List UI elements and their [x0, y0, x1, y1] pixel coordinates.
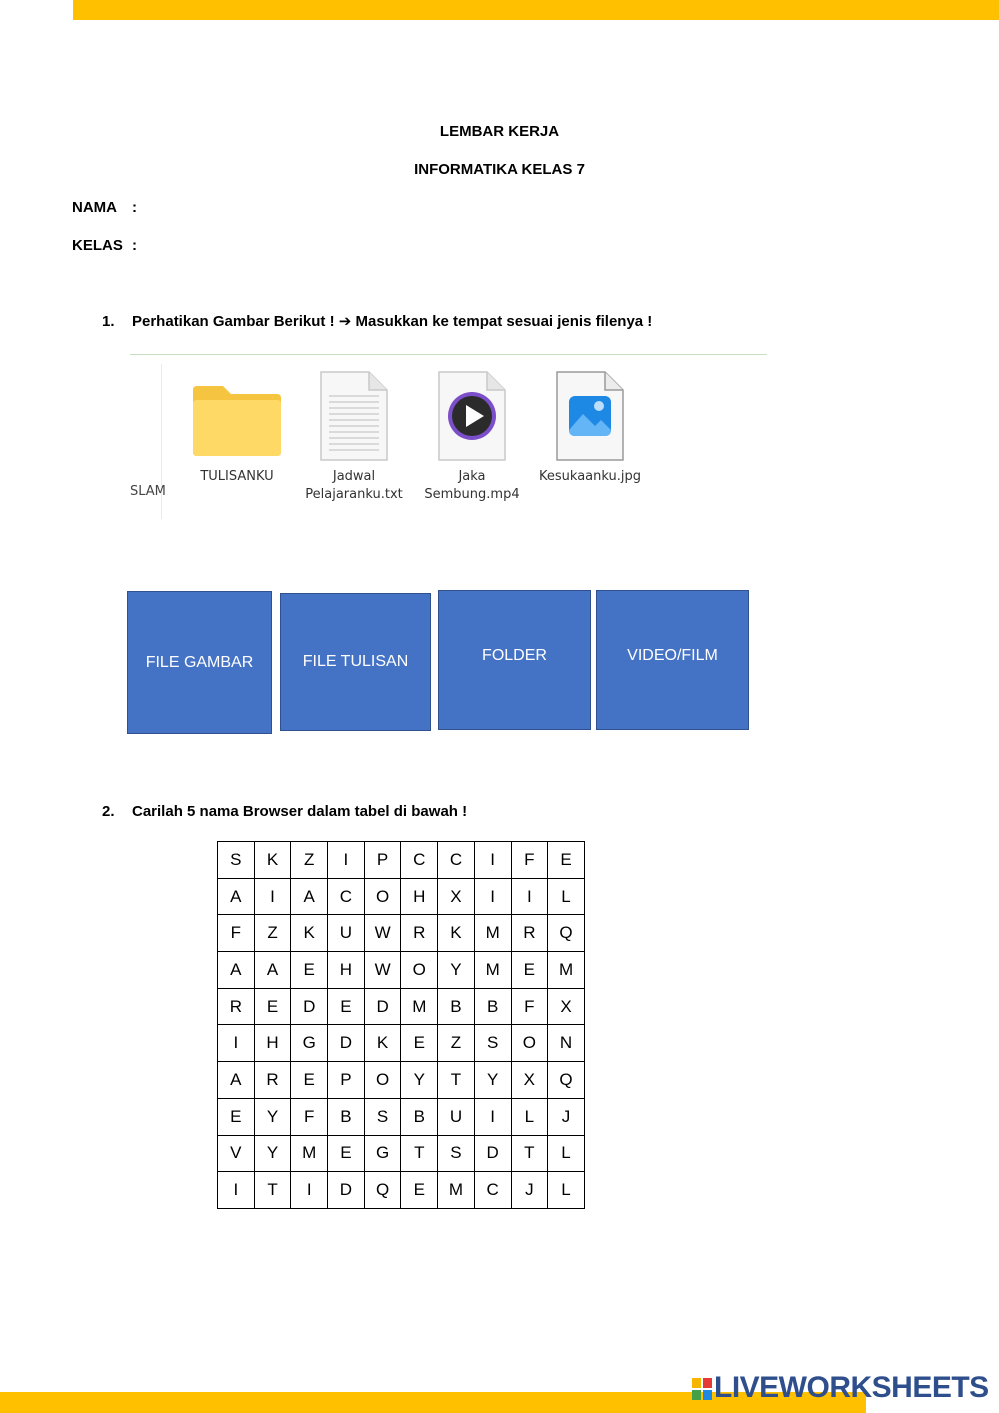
question-2 [102, 803, 467, 820]
class-label: KELAS [72, 237, 123, 254]
grid-cell[interactable]: Y [254, 1098, 291, 1135]
grid-cell[interactable]: J [548, 1098, 585, 1135]
arrow-right-icon: ➔ [338, 313, 352, 330]
worksheet-subtitle: INFORMATIKA KELAS 7 [414, 161, 585, 178]
grid-cell[interactable]: E [328, 1135, 365, 1172]
grid-cell[interactable]: S [438, 1135, 475, 1172]
grid-row [218, 842, 585, 879]
file-name-line-2: Pelajaranku.txt [305, 487, 403, 502]
logo-wordmark: LIVEWORKSHEETS [714, 1371, 989, 1404]
grid-cell[interactable]: O [364, 878, 401, 915]
grid-cell[interactable]: Y [401, 1062, 438, 1099]
grid-cell[interactable]: T [438, 1062, 475, 1099]
grid-cell[interactable]: I [474, 842, 511, 879]
grid-cell[interactable]: H [328, 952, 365, 989]
grid-cell[interactable]: Z [254, 915, 291, 952]
grid-cell[interactable]: N [548, 1025, 585, 1062]
grid-cell[interactable]: P [328, 1062, 365, 1099]
grid-cell[interactable]: C [328, 878, 365, 915]
grid-cell[interactable]: M [438, 1172, 475, 1209]
name-colon: : [132, 199, 137, 216]
grid-cell[interactable]: I [474, 1098, 511, 1135]
category-box-file-tulisan[interactable]: FILE TULISAN [280, 593, 431, 731]
grid-cell[interactable]: S [364, 1098, 401, 1135]
grid-row [218, 1172, 585, 1209]
question-1-text-a: Perhatikan Gambar Berikut ! [132, 313, 335, 330]
top-accent-bar [73, 0, 999, 20]
grid-row [218, 1025, 585, 1062]
grid-row [218, 1062, 585, 1099]
grid-cell[interactable]: L [548, 1135, 585, 1172]
grid-cell[interactable]: M [474, 915, 511, 952]
grid-cell[interactable]: M [401, 988, 438, 1025]
grid-cell[interactable]: E [548, 842, 585, 879]
grid-cell[interactable]: E [511, 952, 548, 989]
name-field [72, 199, 137, 216]
grid-cell[interactable]: V [218, 1135, 255, 1172]
grid-cell[interactable]: W [364, 915, 401, 952]
grid-cell[interactable]: D [364, 988, 401, 1025]
text-file-icon [299, 370, 409, 462]
grid-cell[interactable]: T [254, 1172, 291, 1209]
grid-cell[interactable]: L [548, 1172, 585, 1209]
grid-cell[interactable]: A [218, 878, 255, 915]
file-name [299, 468, 409, 504]
grid-cell[interactable]: X [438, 878, 475, 915]
grid-cell[interactable]: F [291, 1098, 328, 1135]
truncated-item-label: SLAM [130, 484, 166, 499]
file-item-jadwal[interactable] [299, 370, 409, 504]
category-box-file-gambar[interactable]: FILE GAMBAR [127, 591, 272, 734]
grid-cell[interactable]: G [364, 1135, 401, 1172]
grid-cell[interactable]: I [218, 1025, 255, 1062]
grid-cell[interactable]: X [511, 1062, 548, 1099]
grid-cell[interactable]: I [254, 878, 291, 915]
grid-row [218, 878, 585, 915]
grid-cell[interactable]: Z [291, 842, 328, 879]
grid-cell[interactable]: R [401, 915, 438, 952]
grid-row [218, 1098, 585, 1135]
grid-cell[interactable]: Y [474, 1062, 511, 1099]
file-item-jaka-sembung[interactable] [417, 370, 527, 504]
word-search-grid [217, 841, 585, 1209]
grid-cell[interactable]: S [474, 1025, 511, 1062]
file-name-line-2: Sembung.mp4 [424, 487, 520, 502]
grid-cell[interactable]: D [328, 1172, 365, 1209]
grid-cell[interactable]: E [328, 988, 365, 1025]
grid-cell[interactable]: F [218, 915, 255, 952]
grid-row [218, 1135, 585, 1172]
grid-row [218, 952, 585, 989]
class-field [72, 237, 137, 254]
question-1-number: 1. [102, 313, 115, 330]
grid-cell[interactable]: M [474, 952, 511, 989]
grid-cell[interactable]: B [474, 988, 511, 1025]
grid-cell[interactable]: E [218, 1098, 255, 1135]
grid-cell[interactable]: M [548, 952, 585, 989]
grid-cell[interactable]: E [291, 1062, 328, 1099]
file-item-kesukaanku[interactable] [535, 370, 645, 486]
grid-cell[interactable]: U [328, 915, 365, 952]
file-name-line-1: Jaka [458, 469, 486, 484]
grid-cell[interactable]: R [254, 1062, 291, 1099]
name-label: NAMA [72, 199, 117, 216]
grid-cell[interactable]: I [474, 878, 511, 915]
grid-cell[interactable]: O [401, 952, 438, 989]
worksheet-title: LEMBAR KERJA [439, 123, 560, 140]
folder-icon [182, 370, 292, 462]
grid-cell[interactable]: Z [438, 1025, 475, 1062]
grid-cell[interactable]: I [511, 878, 548, 915]
grid-cell[interactable]: E [254, 988, 291, 1025]
file-name-line-1: Jadwal [332, 469, 376, 484]
grid-cell[interactable]: Q [364, 1172, 401, 1209]
grid-cell[interactable]: E [401, 1172, 438, 1209]
question-1 [102, 312, 652, 330]
liveworksheets-logo [690, 1371, 990, 1405]
explorer-divider [130, 354, 767, 355]
grid-cell[interactable]: H [254, 1025, 291, 1062]
grid-cell[interactable]: S [218, 842, 255, 879]
grid-cell[interactable]: H [401, 878, 438, 915]
category-box-video-film[interactable]: VIDEO/FILM [596, 590, 749, 730]
file-name: TULISANKU [200, 469, 274, 484]
grid-cell[interactable]: M [291, 1135, 328, 1172]
category-box-folder[interactable]: FOLDER [438, 590, 591, 730]
grid-cell[interactable]: K [291, 915, 328, 952]
grid-cell[interactable]: G [291, 1025, 328, 1062]
file-explorer-screenshot [130, 354, 767, 519]
grid-cell[interactable]: B [401, 1098, 438, 1135]
grid-cell[interactable]: U [438, 1098, 475, 1135]
grid-cell[interactable]: A [218, 1062, 255, 1099]
grid-cell[interactable]: K [364, 1025, 401, 1062]
grid-cell[interactable]: A [291, 878, 328, 915]
grid-cell[interactable]: R [511, 915, 548, 952]
grid-cell[interactable]: O [511, 1025, 548, 1062]
class-colon: : [132, 237, 137, 254]
question-2-number: 2. [102, 803, 115, 820]
grid-row [218, 915, 585, 952]
grid-cell[interactable]: A [218, 952, 255, 989]
file-name: Kesukaanku.jpg [539, 469, 641, 484]
file-item-tulisanku[interactable] [182, 370, 292, 486]
grid-cell[interactable]: Y [254, 1135, 291, 1172]
grid-cell[interactable]: D [474, 1135, 511, 1172]
grid-cell[interactable]: B [328, 1098, 365, 1135]
grid-cell[interactable]: L [548, 878, 585, 915]
grid-cell[interactable]: E [291, 952, 328, 989]
grid-cell[interactable]: W [364, 952, 401, 989]
grid-cell[interactable]: D [328, 1025, 365, 1062]
grid-row [218, 988, 585, 1025]
grid-cell[interactable]: I [328, 842, 365, 879]
grid-cell[interactable]: R [218, 988, 255, 1025]
grid-cell[interactable]: O [364, 1062, 401, 1099]
grid-cell[interactable]: C [438, 842, 475, 879]
grid-cell[interactable]: X [548, 988, 585, 1025]
logo-badge-icon [690, 1377, 714, 1401]
question-2-text: Carilah 5 nama Browser dalam tabel di bawah ! [132, 803, 468, 820]
grid-cell[interactable]: K [254, 842, 291, 879]
grid-cell[interactable]: T [511, 1135, 548, 1172]
grid-cell[interactable]: E [401, 1025, 438, 1062]
grid-cell[interactable]: J [511, 1172, 548, 1209]
grid-cell[interactable]: B [438, 988, 475, 1025]
file-name [417, 468, 527, 504]
grid-cell[interactable]: P [364, 842, 401, 879]
grid-cell[interactable]: Q [548, 915, 585, 952]
grid-cell[interactable]: F [511, 988, 548, 1025]
grid-cell[interactable]: T [401, 1135, 438, 1172]
question-1-text-b: Masukkan ke tempat sesuai jenis filenya ! [355, 313, 653, 330]
grid-cell[interactable]: F [511, 842, 548, 879]
video-file-icon [417, 370, 527, 462]
grid-cell[interactable]: C [474, 1172, 511, 1209]
image-file-icon [535, 370, 645, 462]
grid-cell[interactable]: A [254, 952, 291, 989]
grid-cell[interactable]: C [401, 842, 438, 879]
grid-cell[interactable]: I [218, 1172, 255, 1209]
grid-cell[interactable]: Y [438, 952, 475, 989]
grid-cell[interactable]: I [291, 1172, 328, 1209]
grid-cell[interactable]: Q [548, 1062, 585, 1099]
grid-cell[interactable]: L [511, 1098, 548, 1135]
grid-cell[interactable]: D [291, 988, 328, 1025]
grid-cell[interactable]: K [438, 915, 475, 952]
